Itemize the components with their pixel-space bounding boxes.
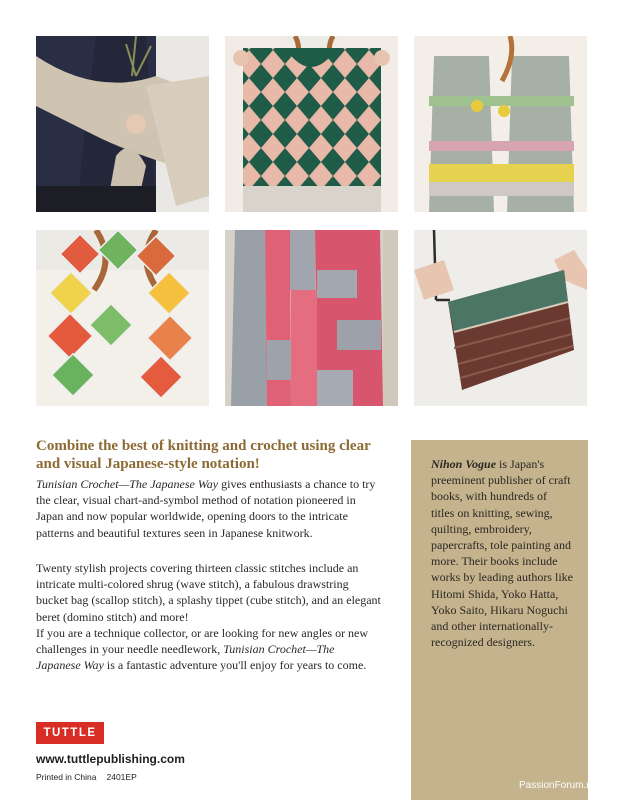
closing-after: is a fantastic adventure you'll enjoy for years to come. bbox=[103, 658, 367, 673]
shoulder-bag-photo bbox=[414, 230, 587, 406]
publisher-text: is Japan's preeminent publisher of craft books, with hundreds of titles on knitting, sewing, quilting, embroidery, papercrafts, tole painting and more. Their books include works by leading authors like Hitomi Shida, Yoko Hatta, Yoko Saito, Hikaru Noguchi and other internationally-recognized designers. bbox=[431, 457, 573, 650]
publisher-blurb bbox=[431, 456, 573, 650]
closing-before: If you are a technique collector, or are looking for new angles or new challenges in your needle needlework, bbox=[36, 626, 369, 657]
diamond-top-photo bbox=[225, 36, 398, 212]
publisher-sidebar bbox=[411, 440, 588, 800]
vest-photo bbox=[414, 36, 587, 212]
projects-paragraph: Twenty stylish projects covering thirteen classic stitches include an intricate multi-colored shrug (wave stitch), a fabulous drawstring bucket bag (scallop stitch), a splashy tippet (cube stitch), and an elegant beret (domino stitch) and more! bbox=[36, 561, 381, 624]
shrug-photo bbox=[36, 36, 209, 212]
headline: Combine the best of knitting and crochet using clear and visual Japanese-style notation! bbox=[36, 438, 371, 472]
publisher-url[interactable]: www.tuttlepublishing.com bbox=[36, 752, 185, 766]
watermark: PassionForum.ru bbox=[519, 780, 596, 791]
closing-paragraph bbox=[36, 625, 381, 674]
block-scarf-photo bbox=[225, 230, 398, 406]
square-scarf-photo bbox=[36, 230, 209, 406]
printed-in: Printed in China bbox=[36, 772, 97, 782]
book-title: Tunisian Crochet—The Japanese Way bbox=[36, 477, 219, 491]
intro-paragraph bbox=[36, 476, 381, 541]
publisher-name: Nihon Vogue bbox=[431, 457, 497, 471]
product-code: 2401EP bbox=[106, 772, 137, 782]
book-title: Tunisian Crochet—The Japanese Way bbox=[36, 642, 335, 673]
printed-line bbox=[36, 772, 137, 782]
tuttle-logo: TUTTLE bbox=[36, 722, 104, 744]
intro-text: gives enthusiasts a chance to try the clear, visual chart-and-symbol method of notation pioneered in Japan and now popular worldwide, opening doors to the intricate patterns and beautiful textures seen in Japanese knitwork. bbox=[36, 477, 376, 540]
